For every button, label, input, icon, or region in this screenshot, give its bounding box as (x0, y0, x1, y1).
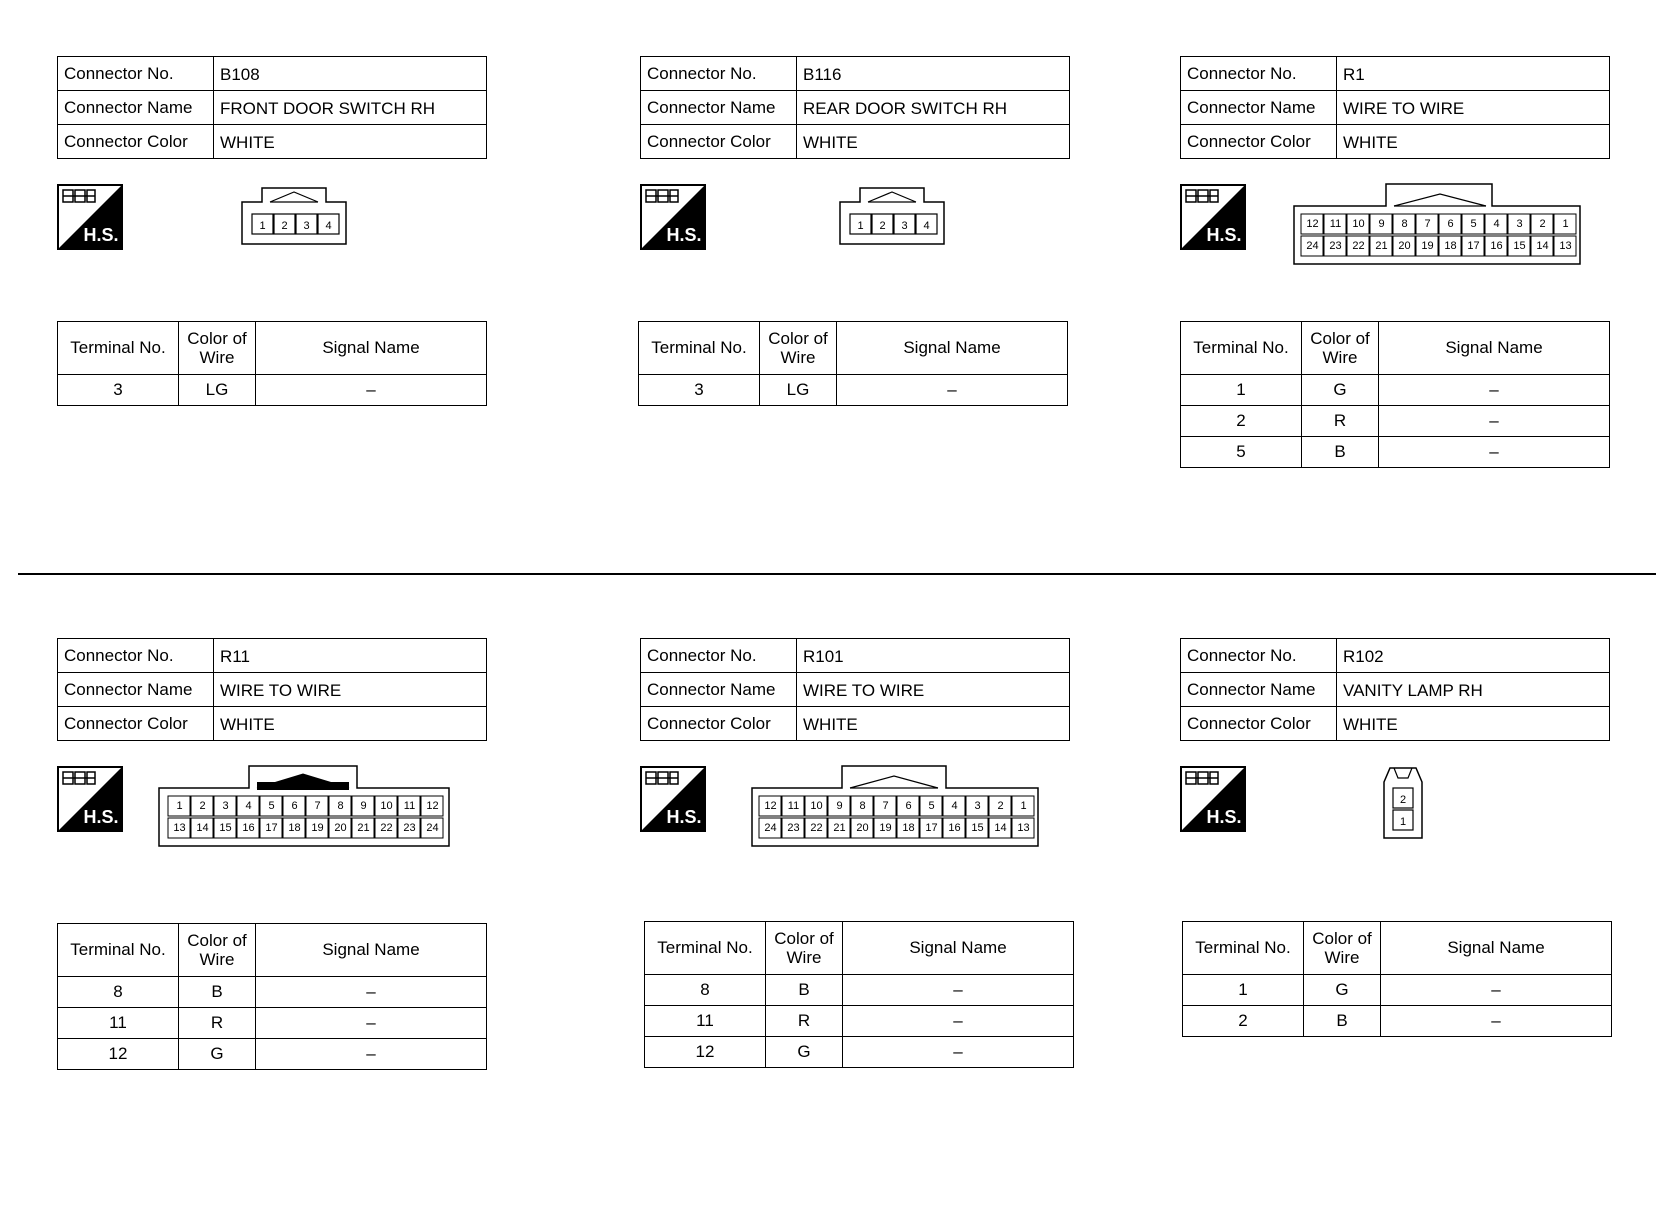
pin-label: 4 (1493, 218, 1500, 230)
hs-label: H.S. (666, 807, 702, 827)
table-row (645, 975, 1074, 1006)
connector-name-value: FRONT DOOR SWITCH RH (214, 91, 487, 125)
connector-color-value: WHITE (1337, 707, 1610, 741)
terminal-no-header: Terminal No. (58, 322, 179, 375)
pin-label: 16 (1490, 240, 1503, 252)
pin-label: 14 (994, 822, 1007, 834)
connector-panel-r102 (1180, 638, 1610, 1138)
connector-color-value: WHITE (214, 125, 487, 159)
connector-face-24pin (750, 764, 1040, 850)
pin-label: 7 (1424, 218, 1431, 230)
pin-label: 12 (426, 800, 439, 812)
connector-no-label: Connector No. (1181, 639, 1337, 673)
hs-label: H.S. (666, 225, 702, 245)
signal-cell: – (256, 1039, 487, 1070)
wire-color-header: Color of Wire (179, 322, 256, 375)
pin-label: 1 (1562, 218, 1569, 230)
connector-name-value: WIRE TO WIRE (214, 673, 487, 707)
hs-label: H.S. (1206, 225, 1242, 245)
wire-color-cell: B (1304, 1006, 1381, 1037)
pin-label: 13 (1017, 822, 1030, 834)
connector-info-table (640, 638, 1070, 741)
harness-side-icon (57, 184, 123, 250)
table-row (58, 375, 487, 406)
wire-color-header: Color of Wire (179, 924, 256, 977)
pin-label: 21 (833, 822, 846, 834)
table-row (58, 977, 487, 1008)
pin-label: 22 (810, 822, 823, 834)
pin-label: 12 (764, 800, 777, 812)
pin-label: 19 (311, 822, 324, 834)
pin-label: 2 (997, 800, 1004, 812)
pin-label: 12 (1306, 218, 1319, 230)
pin-label: 13 (1559, 240, 1572, 252)
pin-label: 20 (856, 822, 869, 834)
pin-label: 19 (1421, 240, 1434, 252)
terminal-cell: 12 (58, 1039, 179, 1070)
connector-face-24pin (157, 764, 451, 850)
signal-cell: – (843, 1037, 1074, 1068)
pin-label: 1 (1399, 816, 1407, 828)
pin-label: 3 (303, 220, 310, 232)
connector-info-table (57, 638, 487, 741)
connector-color-value: WHITE (214, 707, 487, 741)
terminal-cell: 8 (645, 975, 766, 1006)
connector-name-value: REAR DOOR SWITCH RH (797, 91, 1070, 125)
table-row (1181, 406, 1610, 437)
connector-name-value: VANITY LAMP RH (1337, 673, 1610, 707)
pin-label: 8 (859, 800, 866, 812)
connector-no-value: B116 (797, 57, 1070, 91)
pin-label: 23 (403, 822, 416, 834)
pin-label: 1 (259, 220, 266, 232)
terminal-no-header: Terminal No. (639, 322, 760, 375)
signal-cell: – (1379, 437, 1610, 468)
connector-no-label: Connector No. (58, 639, 214, 673)
terminal-table (57, 321, 487, 406)
signal-name-header: Signal Name (1379, 322, 1610, 375)
connector-face-24pin (1292, 182, 1582, 268)
pin-label: 5 (1470, 218, 1477, 230)
pin-label: 11 (403, 800, 416, 812)
connector-color-label: Connector Color (1181, 125, 1337, 159)
pin-label: 23 (1329, 240, 1342, 252)
signal-name-header: Signal Name (256, 924, 487, 977)
pin-label: 5 (268, 800, 275, 812)
terminal-cell: 5 (1181, 437, 1302, 468)
hs-label: H.S. (1206, 807, 1242, 827)
connector-name-label: Connector Name (58, 673, 214, 707)
pin-label: 8 (1401, 218, 1408, 230)
pin-label: 16 (948, 822, 961, 834)
terminal-table (644, 921, 1074, 1068)
pin-label: 3 (222, 800, 229, 812)
terminal-cell: 3 (58, 375, 179, 406)
pin-label: 18 (288, 822, 301, 834)
pin-label: 4 (245, 800, 252, 812)
harness-side-icon (1180, 766, 1246, 832)
connector-no-value: R101 (797, 639, 1070, 673)
terminal-cell: 2 (1181, 406, 1302, 437)
wire-color-header: Color of Wire (1302, 322, 1379, 375)
terminal-cell: 12 (645, 1037, 766, 1068)
harness-side-icon (1180, 184, 1246, 250)
connector-panel-r101 (640, 638, 1070, 1138)
wire-color-cell: R (179, 1008, 256, 1039)
pin-label: 18 (1444, 240, 1457, 252)
pin-label: 10 (810, 800, 823, 812)
connector-panel-r11 (57, 638, 487, 1138)
connector-panel-b108 (57, 56, 487, 556)
pin-label: 6 (1447, 218, 1454, 230)
pin-label: 6 (905, 800, 912, 812)
wire-color-cell: G (1302, 375, 1379, 406)
signal-cell: – (256, 1008, 487, 1039)
pin-label: 1 (857, 220, 864, 232)
terminal-table (1180, 321, 1610, 468)
pin-label: 18 (902, 822, 915, 834)
connector-face-2pin (1380, 766, 1426, 842)
wire-color-cell: R (1302, 406, 1379, 437)
connector-name-label: Connector Name (1181, 91, 1337, 125)
pin-label: 17 (925, 822, 938, 834)
terminal-table (57, 923, 487, 1070)
pin-label: 9 (1378, 218, 1385, 230)
pin-label: 24 (764, 822, 777, 834)
table-row (645, 1006, 1074, 1037)
connector-color-value: WHITE (797, 707, 1070, 741)
connector-panel-r1 (1180, 56, 1610, 556)
pin-label: 15 (1513, 240, 1526, 252)
signal-cell: – (256, 977, 487, 1008)
connector-name-label: Connector Name (641, 91, 797, 125)
connector-face-4pin (240, 184, 350, 252)
wire-color-cell: B (766, 975, 843, 1006)
connector-no-label: Connector No. (58, 57, 214, 91)
pin-label: 9 (360, 800, 367, 812)
pin-label: 14 (1536, 240, 1549, 252)
pin-label: 3 (901, 220, 908, 232)
wire-color-cell: R (766, 1006, 843, 1037)
connector-name-label: Connector Name (1181, 673, 1337, 707)
signal-name-header: Signal Name (256, 322, 487, 375)
connector-color-value: WHITE (1337, 125, 1610, 159)
pin-label: 15 (971, 822, 984, 834)
connector-no-label: Connector No. (1181, 57, 1337, 91)
terminal-cell: 8 (58, 977, 179, 1008)
pin-label: 13 (173, 822, 186, 834)
signal-name-header: Signal Name (837, 322, 1068, 375)
harness-side-icon (640, 184, 706, 250)
pin-label: 14 (196, 822, 209, 834)
connector-no-value: R102 (1337, 639, 1610, 673)
section-divider (18, 573, 1656, 575)
wire-color-cell: G (766, 1037, 843, 1068)
connector-name-value: WIRE TO WIRE (1337, 91, 1610, 125)
table-row (58, 1039, 487, 1070)
pin-label: 1 (1020, 800, 1027, 812)
pin-label: 2 (1539, 218, 1546, 230)
terminal-no-header: Terminal No. (1183, 922, 1304, 975)
pin-label: 11 (1329, 218, 1342, 230)
terminal-cell: 3 (639, 375, 760, 406)
signal-cell: – (1379, 406, 1610, 437)
table-row (1181, 437, 1610, 468)
pin-label: 7 (882, 800, 889, 812)
hs-label: H.S. (83, 807, 119, 827)
terminal-no-header: Terminal No. (58, 924, 179, 977)
connector-color-value: WHITE (797, 125, 1070, 159)
pin-label: 4 (951, 800, 958, 812)
connector-color-label: Connector Color (641, 125, 797, 159)
pin-label: 2 (199, 800, 206, 812)
pin-label: 17 (1467, 240, 1480, 252)
connector-info-table (1180, 638, 1610, 741)
harness-side-icon (57, 766, 123, 832)
terminal-cell: 1 (1181, 375, 1302, 406)
connector-info-table (1180, 56, 1610, 159)
connector-info-table (57, 56, 487, 159)
table-row (639, 375, 1068, 406)
wire-color-header: Color of Wire (1304, 922, 1381, 975)
pin-label: 23 (787, 822, 800, 834)
terminal-no-header: Terminal No. (1181, 322, 1302, 375)
pin-label: 10 (1352, 218, 1365, 230)
connector-info-table (640, 56, 1070, 159)
connector-no-value: R11 (214, 639, 487, 673)
terminal-cell: 11 (645, 1006, 766, 1037)
table-row (1181, 375, 1610, 406)
connector-name-label: Connector Name (58, 91, 214, 125)
terminal-cell: 11 (58, 1008, 179, 1039)
terminal-no-header: Terminal No. (645, 922, 766, 975)
pin-label: 24 (426, 822, 439, 834)
table-row (645, 1037, 1074, 1068)
pin-label: 15 (219, 822, 232, 834)
terminal-cell: 2 (1183, 1006, 1304, 1037)
signal-name-header: Signal Name (843, 922, 1074, 975)
pin-label: 16 (242, 822, 255, 834)
pin-label: 6 (291, 800, 298, 812)
pin-label: 5 (928, 800, 935, 812)
pin-label: 4 (923, 220, 930, 232)
pin-label: 10 (380, 800, 393, 812)
terminal-table (638, 321, 1068, 406)
connector-no-value: B108 (214, 57, 487, 91)
table-row (58, 1008, 487, 1039)
wire-color-cell: LG (179, 375, 256, 406)
pin-label: 21 (1375, 240, 1388, 252)
connector-color-label: Connector Color (58, 707, 214, 741)
signal-cell: – (1381, 1006, 1612, 1037)
pin-label: 20 (1398, 240, 1411, 252)
pin-label: 22 (380, 822, 393, 834)
signal-cell: – (843, 975, 1074, 1006)
pin-label: 2 (879, 220, 886, 232)
signal-cell: – (256, 375, 487, 406)
pin-label: 2 (281, 220, 288, 232)
pin-label: 22 (1352, 240, 1365, 252)
terminal-table (1182, 921, 1612, 1037)
signal-cell: – (843, 1006, 1074, 1037)
harness-side-icon (640, 766, 706, 832)
connector-no-value: R1 (1337, 57, 1610, 91)
pin-label: 4 (325, 220, 332, 232)
table-row (1183, 975, 1612, 1006)
pin-label: 20 (334, 822, 347, 834)
pin-label: 24 (1306, 240, 1319, 252)
wire-color-cell: B (1302, 437, 1379, 468)
pin-label: 2 (1399, 794, 1407, 806)
wire-color-cell: G (1304, 975, 1381, 1006)
connector-no-label: Connector No. (641, 639, 797, 673)
connector-panel-b116 (640, 56, 1070, 556)
terminal-cell: 1 (1183, 975, 1304, 1006)
pin-label: 7 (314, 800, 321, 812)
pin-label: 1 (176, 800, 183, 812)
signal-cell: – (1379, 375, 1610, 406)
pin-label: 3 (974, 800, 981, 812)
signal-name-header: Signal Name (1381, 922, 1612, 975)
connector-color-label: Connector Color (641, 707, 797, 741)
signal-cell: – (1381, 975, 1612, 1006)
connector-face-4pin (838, 184, 948, 252)
signal-cell: – (837, 375, 1068, 406)
pin-label: 3 (1516, 218, 1523, 230)
wire-color-header: Color of Wire (760, 322, 837, 375)
wire-color-cell: G (179, 1039, 256, 1070)
connector-name-label: Connector Name (641, 673, 797, 707)
connector-name-value: WIRE TO WIRE (797, 673, 1070, 707)
wire-color-header: Color of Wire (766, 922, 843, 975)
pin-label: 9 (836, 800, 843, 812)
hs-label: H.S. (83, 225, 119, 245)
connector-color-label: Connector Color (58, 125, 214, 159)
table-row (1183, 1006, 1612, 1037)
pin-label: 17 (265, 822, 278, 834)
connector-color-label: Connector Color (1181, 707, 1337, 741)
wire-color-cell: LG (760, 375, 837, 406)
connector-no-label: Connector No. (641, 57, 797, 91)
pin-label: 21 (357, 822, 370, 834)
pin-label: 19 (879, 822, 892, 834)
wire-color-cell: B (179, 977, 256, 1008)
pin-label: 8 (337, 800, 344, 812)
pin-label: 11 (787, 800, 800, 812)
